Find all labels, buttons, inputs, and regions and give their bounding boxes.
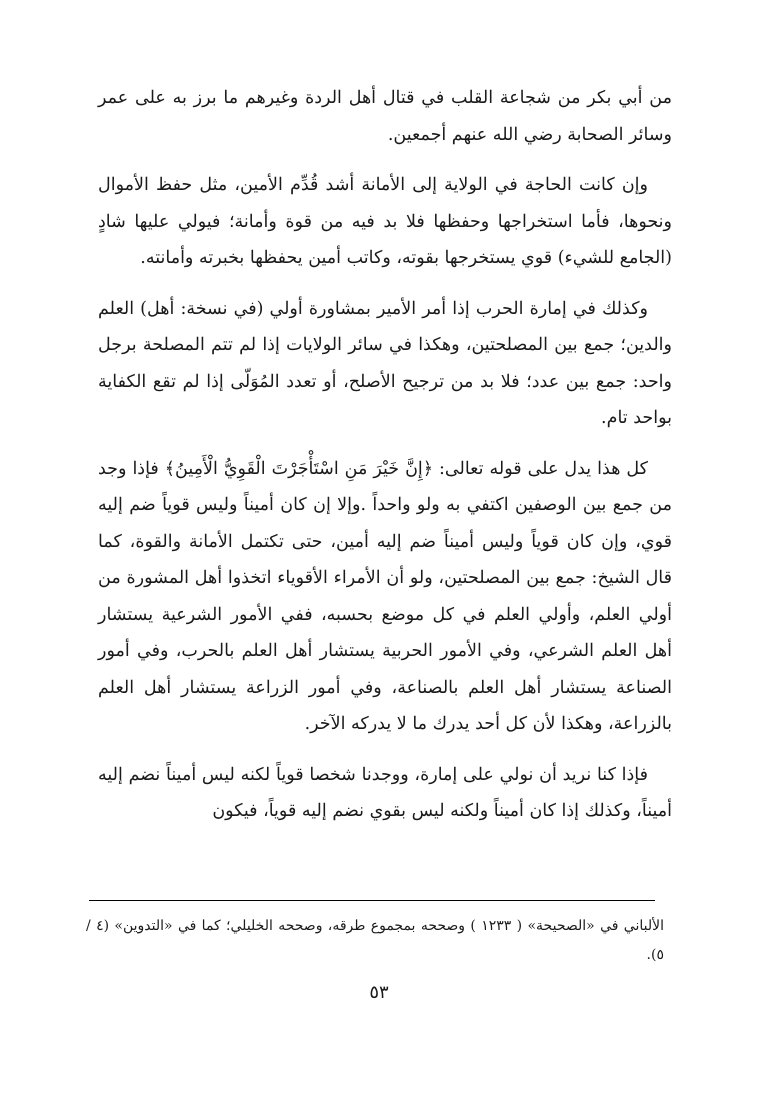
body-text <box>98 80 672 844</box>
footnote: الألباني في «الصحيحة» ( ١٢٣٣ ) وصححه بمجموع طرقه، وصححه الخليلي؛ كما في «التدوين» (٤ / ٥). <box>86 918 664 963</box>
paragraph-3: وكذلك في إمارة الحرب إذا أمر الأمير بمشاورة أولي (في نسخة: أهل) العلم والدين؛ جمع بين المصلحتين، وهكذا في سائر الولايات إذا لم تتم المصلحة برجل واحد: جمع بين عدد؛ فلا بد من ترجيح الأصلح، أو تعدد المُوَلّى إذا لم تقع الكفاية بواحد تام. <box>98 298 672 428</box>
footnote-divider <box>89 900 655 901</box>
paragraph-1: من أبي بكر من شجاعة القلب في قتال أهل الردة وغيرهم ما برز به على عمر وسائر الصحابة رضي الله عنهم أجمعين. <box>98 88 672 145</box>
page-number: ٥٣ <box>369 982 389 1003</box>
paragraph-2: وإن كانت الحاجة في الولاية إلى الأمانة أشد قُدِّم الأمين، مثل حفظ الأموال ونحوها، فأما استخراجها وحفظها فلا بد فيه من قوة وأمانة؛ فيولي عليها شادٍ (الجامع للشيء) قوي يستخرجها بقوته، وكاتب أمين يحفظها بخبرته وأمانته. <box>98 175 672 268</box>
paragraph-4: كل هذا يدل على قوله تعالى: ﴿إِنَّ خَيْرَ مَنِ اسْتَأْجَرْتَ الْقَوِيُّ الْأَمِينُ﴾ فإذا وجد من جمع بين الوصفين اكتفي به ولو واحداً .وإلا إن كان أميناً وليس قوياً ضم إليه قوي، وإن كان قوياً وليس أميناً ضم إليه أمين، حتى تكتمل الأمانة والقوة، كما قال الشيخ: جمع بين المصلحتين، ولو أن الأمراء الأقوياء اتخذوا أهل المشورة من أولي العلم، وأولي العلم في كل موضع بحسبه، ففي الأمور الشرعية يستشار أهل العلم الشرعي، وفي الأمور الحربية يستشار أهل العلم بالحرب، وفي أمور الصناعة يستشار أهل العلم بالصناعة، وفي أمور الزراعة يستشار أهل العلم بالزراعة، وهكذا لأن كل أحد يدرك ما لا يدركه الآخر. <box>98 458 672 734</box>
paragraph-5: فإذا كنا نريد أن نولي على إمارة، ووجدنا شخصا قوياً لكنه ليس أميناً نضم إليه أميناً، وكذلك إذا كان أميناً ولكنه ليس بقوي نضم إليه قوياً، فيكون <box>98 764 672 821</box>
